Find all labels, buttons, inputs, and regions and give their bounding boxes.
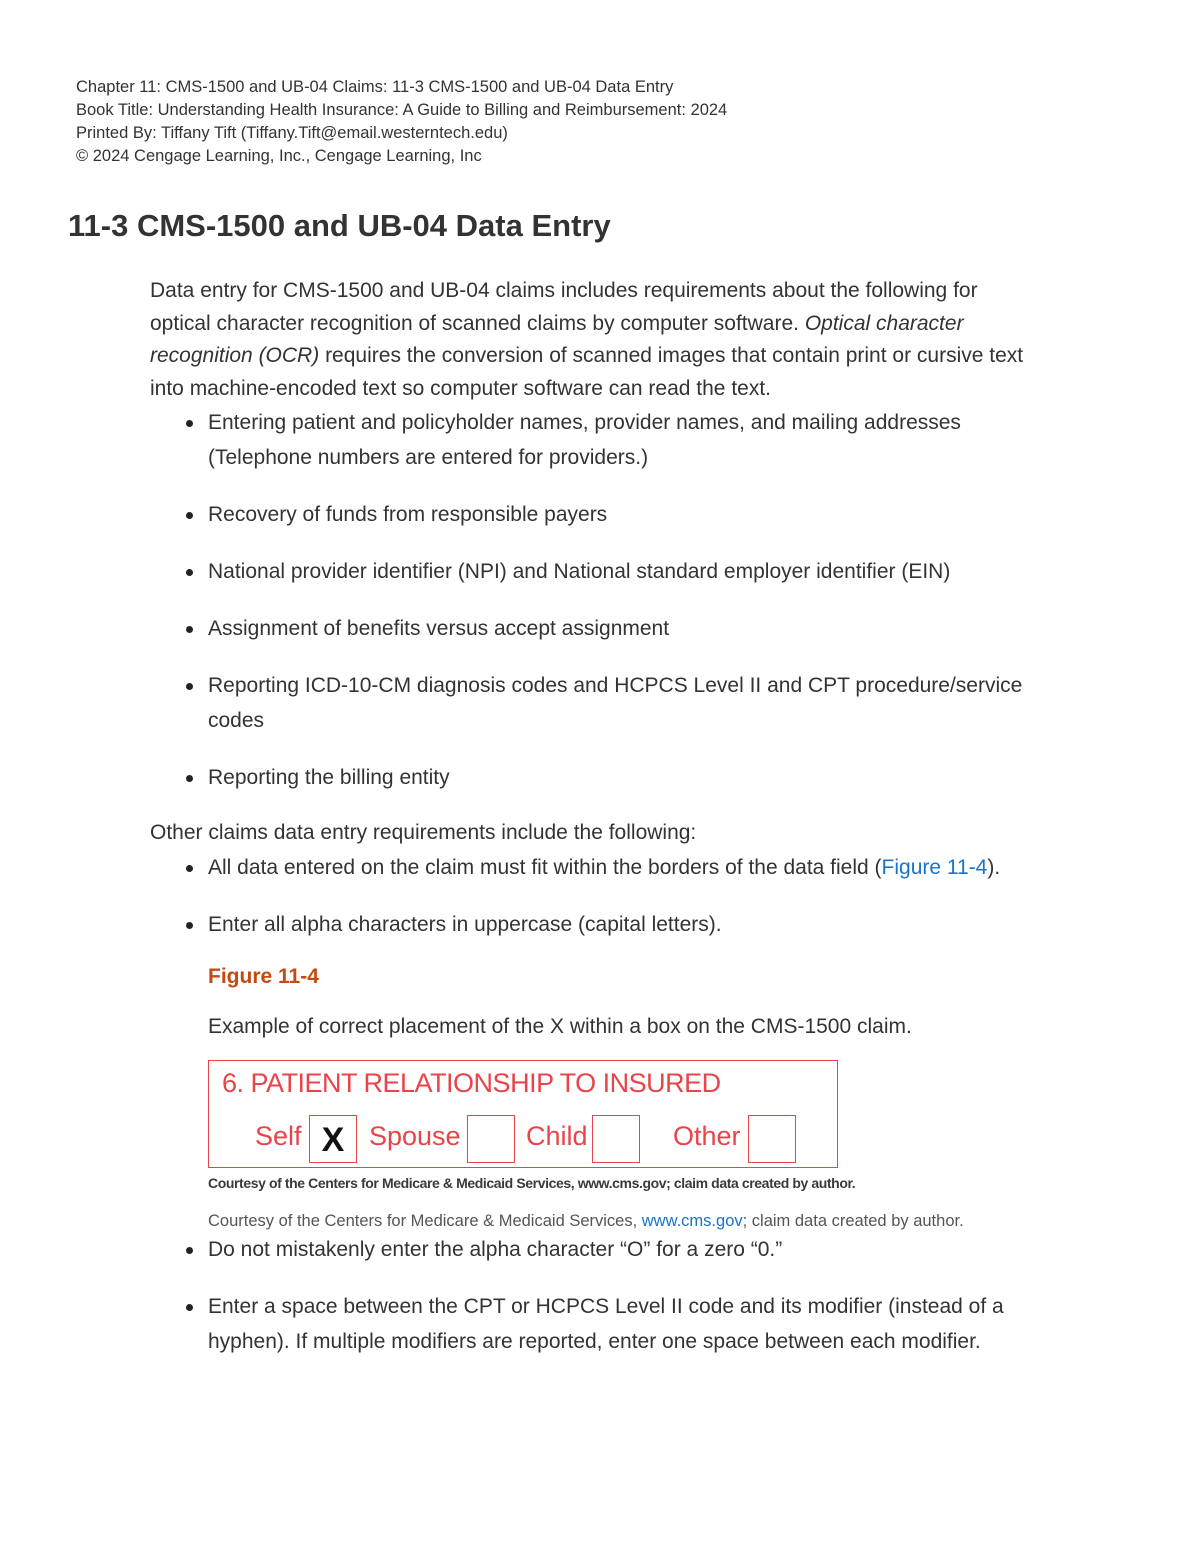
patient-relationship-form [208, 1060, 838, 1168]
ocr-term: Optical character recognition (OCR) [150, 311, 964, 367]
list-item: National provider identifier (NPI) and National standard employer identifier (EIN) [150, 554, 1050, 589]
book-title-line: Book Title: Understanding Health Insurance: A Guide to Billing and Reimbursement: 2024 [76, 101, 728, 119]
more-requirements-list [150, 1232, 1050, 1359]
other-requirements-list [150, 850, 1050, 942]
figure-image-courtesy: Courtesy of the Centers for Medicare & Medicaid Services, www.cms.gov; claim data created by author. [208, 1174, 856, 1191]
figure-11-4-link[interactable]: Figure 11-4 [881, 855, 988, 879]
list-item: Enter a space between the CPT or HCPCS Level II code and its modifier (instead of a hyphen). If multiple modifiers are reported, enter one space between each modifier. [150, 1289, 1050, 1359]
other-label: Other [673, 1120, 741, 1151]
spouse-checkbox [467, 1115, 515, 1163]
form-title: 6. PATIENT RELATIONSHIP TO INSURED [222, 1067, 721, 1098]
intro-text-1: Data entry for CMS-1500 and UB-04 claims includes requirements about the following for optical character recognition of scanned claims by computer software. [150, 279, 978, 335]
page-title: 11-3 CMS-1500 and UB-04 Data Entry [68, 208, 611, 243]
list-item: Do not mistakenly enter the alpha character “O” for a zero “0.” [150, 1232, 1050, 1267]
spouse-label: Spouse [369, 1120, 461, 1151]
self-checkbox [309, 1115, 357, 1163]
other-checkbox [748, 1115, 796, 1163]
list-item: Entering patient and policyholder names, provider names, and mailing addresses (Telephone numbers are entered for providers.) [150, 405, 1050, 475]
chapter-line: Chapter 11: CMS-1500 and UB-04 Claims: 11-3 CMS-1500 and UB-04 Data Entry [76, 78, 674, 96]
cms-link[interactable]: www.cms.gov [641, 1211, 743, 1230]
requirements-list [150, 405, 1050, 795]
child-label: Child [526, 1120, 588, 1151]
courtesy-text-end: ; claim data created by author. [742, 1211, 964, 1230]
copyright-line: © 2024 Cengage Learning, Inc., Cengage Learning, Inc [76, 147, 482, 165]
figure-label: Figure 11-4 [208, 964, 319, 988]
self-label: Self [255, 1120, 302, 1151]
list-item: Recovery of funds from responsible payers [150, 497, 1050, 532]
child-checkbox [592, 1115, 640, 1163]
list-item: Reporting the billing entity [150, 760, 1050, 795]
intro-paragraph [150, 275, 1040, 405]
figure-courtesy [208, 1210, 1050, 1232]
list-item [150, 850, 1050, 885]
printed-by-line: Printed By: Tiffany Tift (Tiffany.Tift@email.westerntech.edu) [76, 124, 508, 142]
section-content [150, 275, 1050, 1381]
figure-caption: Example of correct placement of the X within a box on the CMS-1500 claim. [208, 1014, 912, 1038]
list-item: Assignment of benefits versus accept assignment [150, 611, 1050, 646]
courtesy-text: Courtesy of the Centers for Medicare & Medicaid Services, [208, 1211, 642, 1230]
list-item: Reporting ICD-10-CM diagnosis codes and HCPCS Level II and CPT procedure/service codes [150, 668, 1050, 738]
other-requirements-intro: Other claims data entry requirements include the following: [150, 821, 697, 844]
print-header [76, 76, 727, 168]
figure-11-4 [208, 962, 1050, 1232]
list-item-text-end: ). [987, 855, 1001, 879]
list-item: Enter all alpha characters in uppercase (capital letters). [150, 907, 1050, 942]
list-item-text: All data entered on the claim must fit within the borders of the data field ( [208, 855, 882, 879]
intro-text-2: requires the conversion of scanned images that contain print or cursive text into machine-encoded text so computer software can read the text. [150, 344, 1024, 400]
x-mark: X [321, 1120, 345, 1159]
